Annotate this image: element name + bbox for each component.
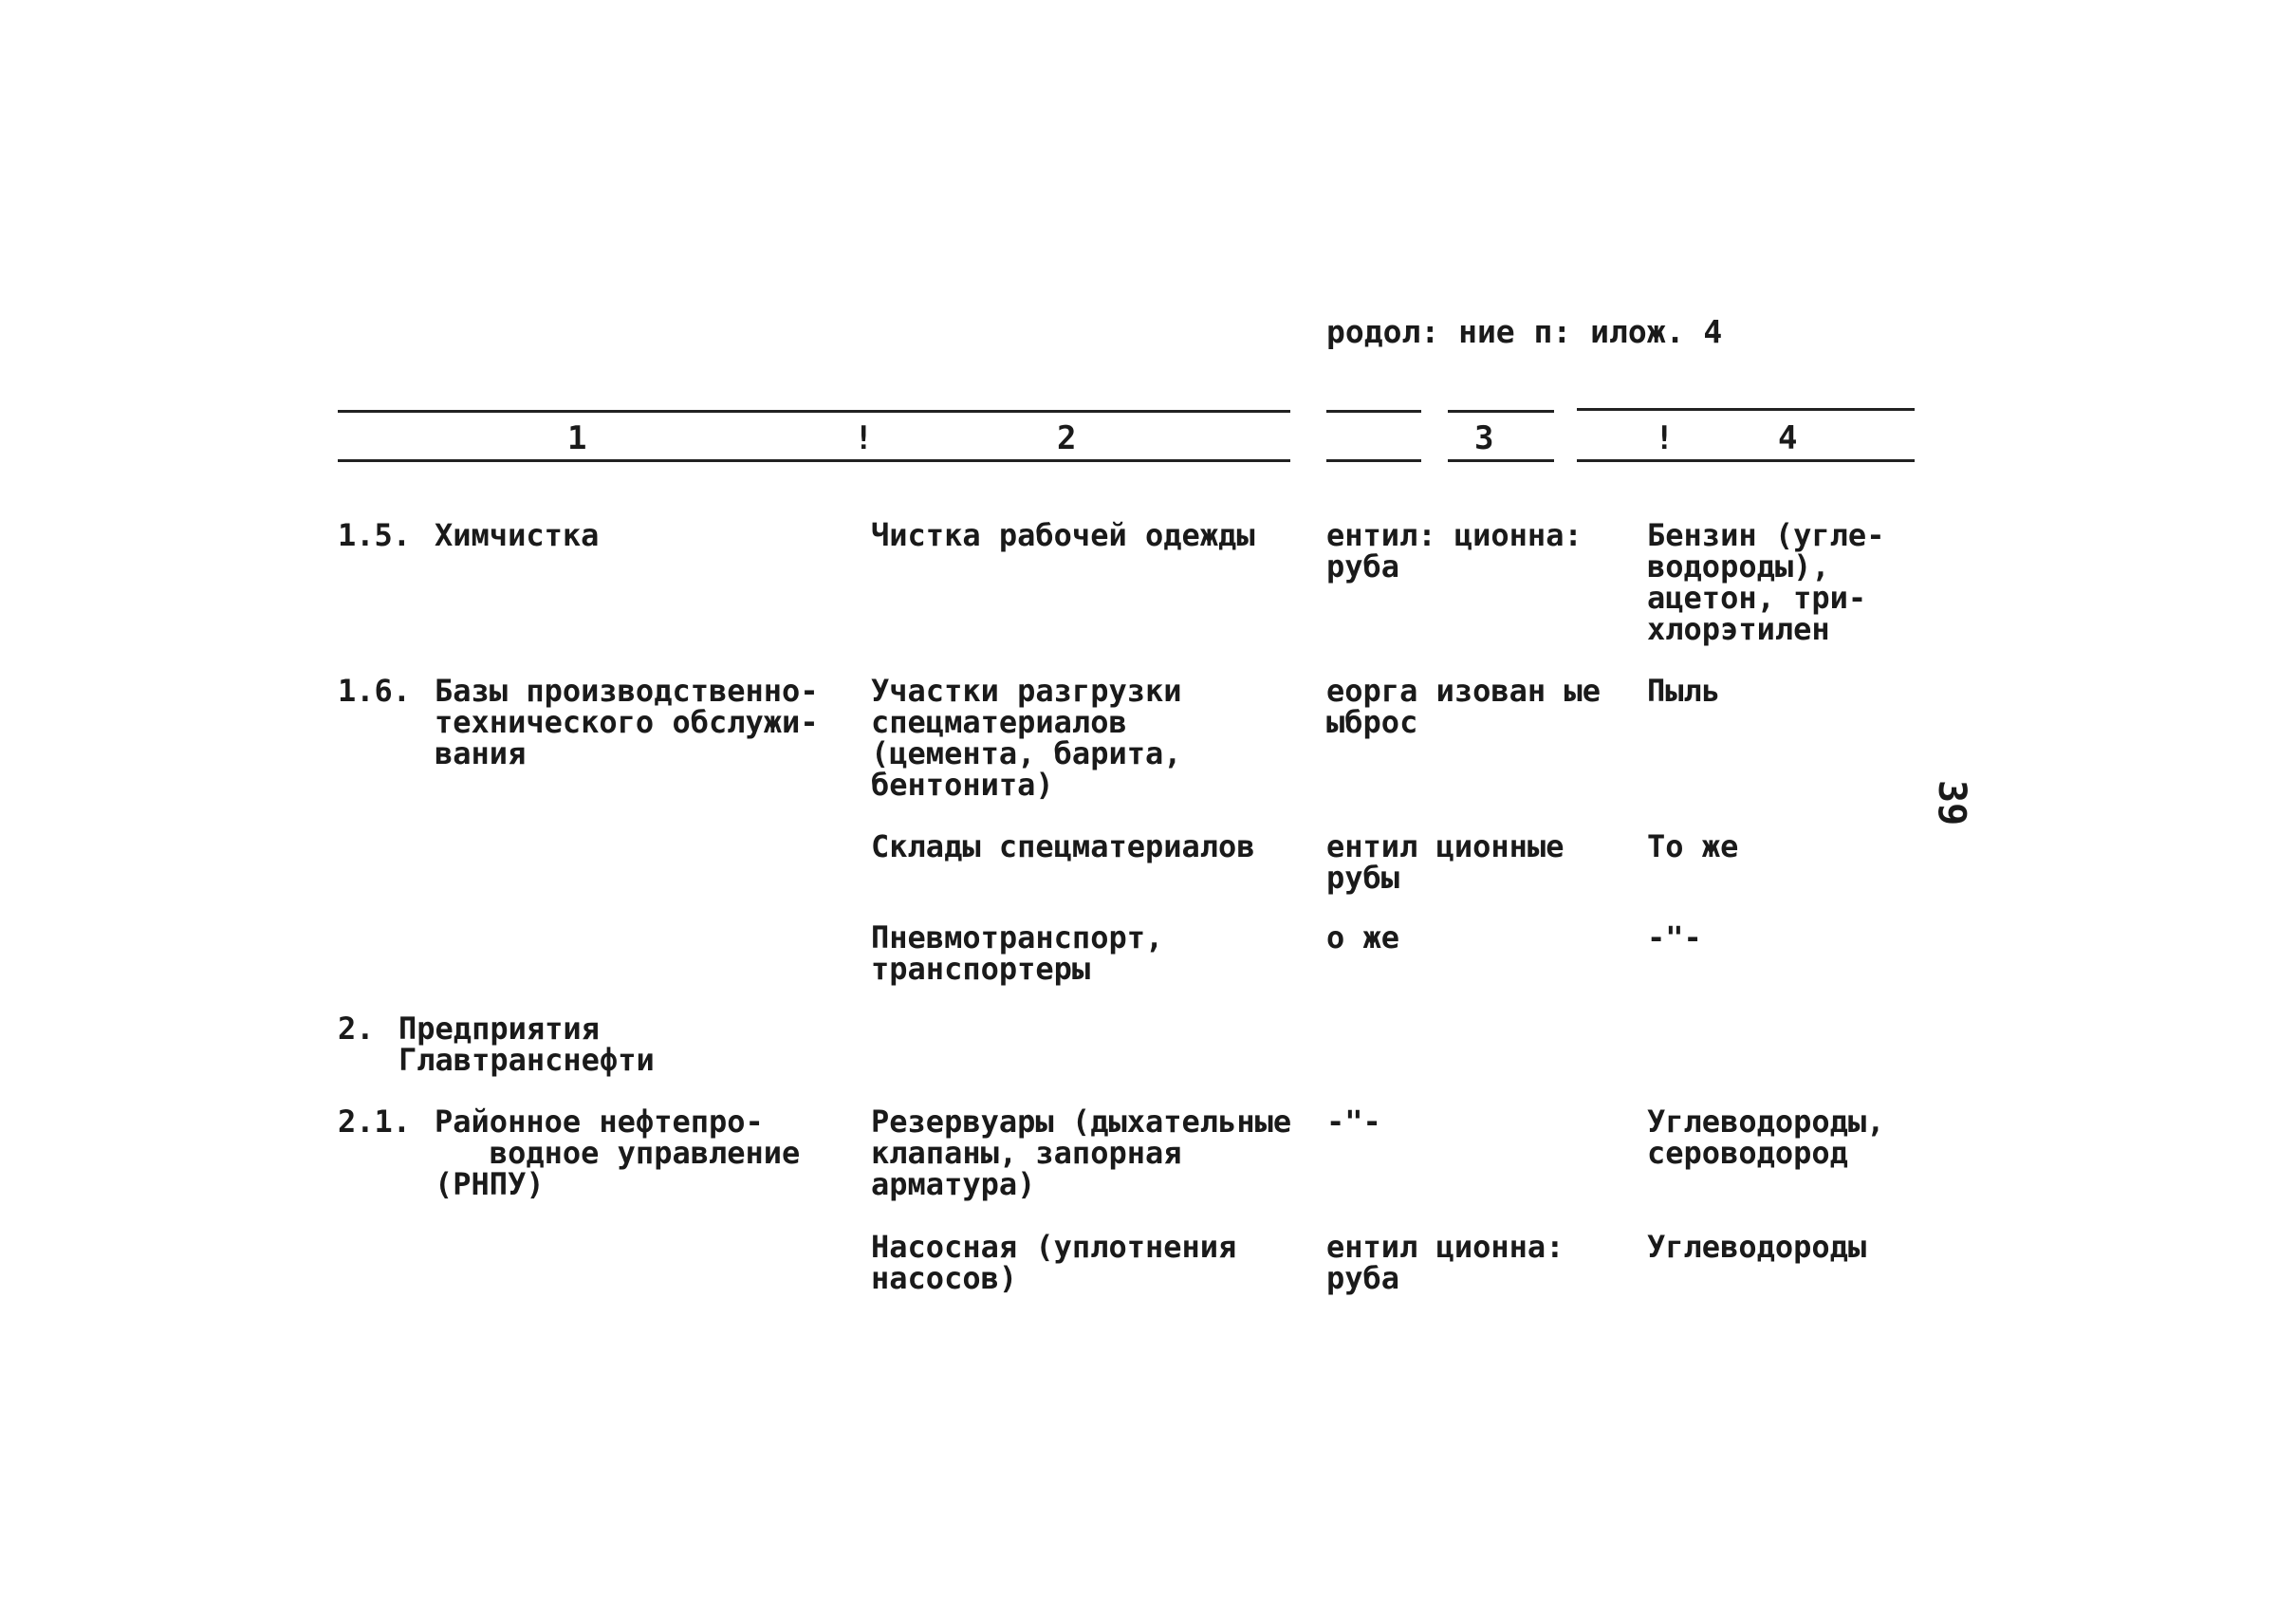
row-discharge: ентил: ционна: руба <box>1326 517 1583 584</box>
row-source: Пневмотранспорт, транспортеры <box>871 919 1164 987</box>
row-discharge: ентил ционные рубы <box>1326 828 1565 896</box>
row-object: Предприятия Главтранснефти <box>398 1011 655 1078</box>
column-header-1: 1 <box>567 419 587 457</box>
header-bottom-rule-3 <box>1448 459 1554 462</box>
row-substance: Углеводороды <box>1647 1229 1867 1265</box>
row-source: Резервуары (дыхательные клапаны, запорная арматура) <box>871 1104 1292 1202</box>
row-object: Химчистка <box>435 517 600 553</box>
row-substance: Бензин (угле- водороды), ацетон, три- хлорэтилен <box>1647 517 1885 647</box>
row-discharge: ентил ционна: руба <box>1326 1229 1565 1296</box>
row-source: Склады спецматериалов <box>871 828 1255 864</box>
header-top-rule-4 <box>1577 408 1915 411</box>
row-source: Насосная (уплотнения насосов) <box>871 1229 1237 1296</box>
continuation-label: родол: ние п: илож. 4 <box>1326 313 1723 350</box>
row-object: Базы производственно- технического обслужи- вания <box>435 673 819 771</box>
row-discharge: о же <box>1326 919 1400 955</box>
row-discharge: -"- <box>1326 1104 1381 1140</box>
header-top-rule-3 <box>1448 410 1554 413</box>
column-header-2: 2 <box>1057 419 1077 457</box>
row-discharge: еорга изован ые ыброс <box>1326 673 1601 740</box>
column-header-3: 3 <box>1474 419 1494 457</box>
row-number: 1.5. <box>338 517 412 553</box>
row-substance: -"- <box>1647 919 1702 955</box>
header-bottom-rule-4 <box>1577 459 1915 462</box>
row-source: Чистка рабочей одежды <box>871 517 1255 553</box>
column-separator: ! <box>854 419 874 457</box>
page-number: 39 <box>1930 780 1973 826</box>
row-source: Участки разгрузки спецматериалов (цемента, барита, бентонита) <box>871 673 1182 803</box>
row-number: 2.1. <box>338 1104 412 1140</box>
row-number: 1.6. <box>338 673 412 709</box>
row-substance: Углеводороды, сероводород <box>1647 1104 1885 1171</box>
column-header-4: 4 <box>1778 419 1798 457</box>
row-substance: То же <box>1647 828 1739 864</box>
row-substance: Пыль <box>1647 673 1721 709</box>
header-top-rule-1 <box>338 410 1290 413</box>
header-bottom-rule-2 <box>1326 459 1421 462</box>
row-number: 2. <box>338 1011 375 1047</box>
header-top-rule-2 <box>1326 410 1421 413</box>
header-bottom-rule-1 <box>338 459 1290 462</box>
column-separator: ! <box>1655 419 1675 457</box>
row-object: Районное нефтепро- водное управление (РНПУ) <box>435 1104 801 1202</box>
